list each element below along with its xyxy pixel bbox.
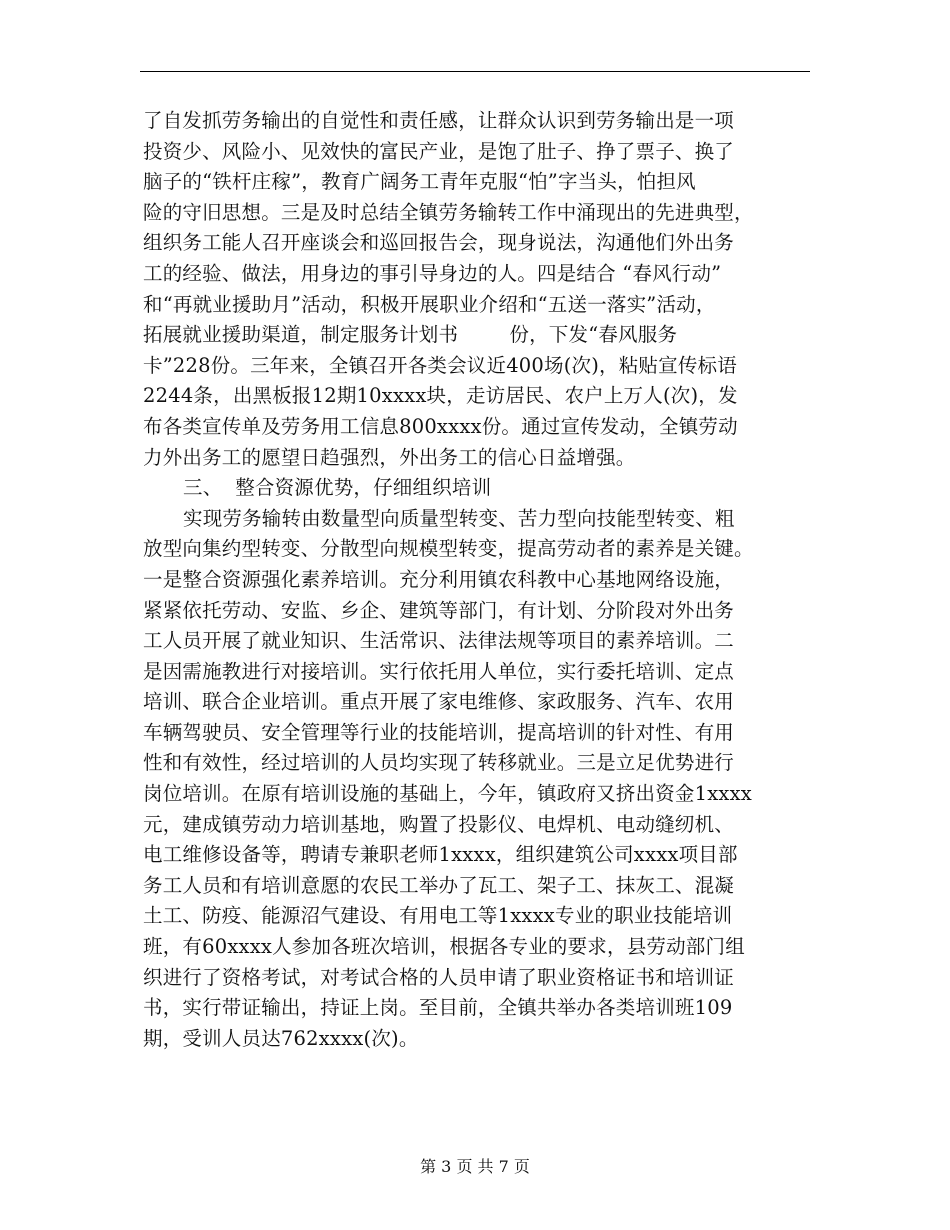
section-heading: 三、 整合资源优势，仔细组织培训: [183, 476, 492, 500]
text-line: 紧紧依托劳动、安监、乡企、建筑等部门，有计划、分阶段对外出务: [143, 598, 735, 622]
text-line: 班，有60xxxx人参加各班次培训，根据各专业的要求，县劳动部门组: [143, 935, 745, 959]
text-line: 工的经验、做法，用身边的事引导身边的人。四是结合 “春风行动”: [143, 261, 722, 285]
text-line: 险的守旧思想。三是及时总结全镇劳务输转工作中涌现出的先进典型，: [143, 200, 754, 224]
text-line: 期，受训人员达762xxxx(次)。: [143, 1026, 419, 1050]
text-line: 电工维修设备等，聘请专兼职老师1xxxx，组织建筑公司xxxx项目部: [143, 843, 738, 867]
text-line: 2244条，出黑板报12期10xxxx块，走访居民、农户上万人(次)，发: [143, 384, 738, 408]
text-line: 投资少、风险小、见效快的富民产业，是饱了肚子、挣了票子、换了: [143, 139, 735, 163]
text-line: 岗位培训。在原有培训设施的基础上，今年，镇政府又挤出资金1xxxx: [143, 782, 752, 806]
text-line: 车辆驾驶员、安全管理等行业的技能培训，提高培训的针对性、有用: [143, 720, 735, 744]
text-line: 卡”228份。三年来，全镇召开各类会议近400场(次)，粘贴宣传标语: [143, 353, 737, 377]
text-line: 是因需施教进行对接培训。实行依托用人单位，实行委托培训、定点: [143, 659, 735, 683]
header-rule: [140, 71, 810, 72]
text-line: 工人员开展了就业知识、生活常识、法律法规等项目的素养培训。二: [143, 629, 735, 653]
text-line: 书，实行带证输出，持证上岗。至目前，全镇共举办各类培训班109: [143, 996, 733, 1020]
text-line: 了自发抓劳务输出的自觉性和责任感，让群众认识到劳务输出是一项: [143, 109, 735, 132]
text-line: 元，建成镇劳动力培训基地，购置了投影仪、电焊机、电动缝纫机、: [143, 812, 735, 836]
text-line: 布各类宣传单及劳务用工信息800xxxx份。通过宣传发动，全镇劳动: [143, 414, 738, 438]
text-line: 放型向集约型转变、分散型向规模型转变，提高劳动者的素养是关键。: [143, 537, 754, 561]
document-body: [143, 106, 823, 1054]
text-line: 一是整合资源强化素养培训。充分利用镇农科教中心基地网络设施，: [143, 567, 735, 591]
text-line: 和“再就业援助月”活动，积极开展职业介绍和“五送一落实”活动，: [143, 292, 716, 316]
text-line: 拓展就业援助渠道，制定服务计划书 份，下发“春风服务: [143, 323, 678, 347]
page-number-footer: 第 3 页 共 7 页: [420, 1157, 530, 1176]
text-line: 土工、防疫、能源沼气建设、有用电工等1xxxx专业的职业技能培训: [143, 904, 733, 928]
text-line: 实现劳务输转由数量型向质量型转变、苦力型向技能型转变、粗: [183, 506, 735, 530]
text-line: 组织务工能人召开座谈会和巡回报告会，现身说法，沟通他们外出务: [143, 231, 735, 255]
text-line: 脑子的“铁杆庄稼”，教育广阔务工青年克服“怕”字当头，怕担风: [143, 170, 696, 194]
text-line: 力外出务工的愿望日趋强烈，外出务工的信心日益增强。: [143, 445, 636, 469]
text-line: 培训、联合企业培训。重点开展了家电维修、家政服务、汽车、农用: [143, 690, 735, 714]
text-line: 性和有效性，经过培训的人员均实现了转移就业。三是立足优势进行: [143, 751, 735, 775]
text-line: 务工人员和有培训意愿的农民工举办了瓦工、架子工、抹灰工、混凝: [143, 873, 735, 897]
text-line: 织进行了资格考试，对考试合格的人员申请了职业资格证书和培训证: [143, 965, 735, 989]
